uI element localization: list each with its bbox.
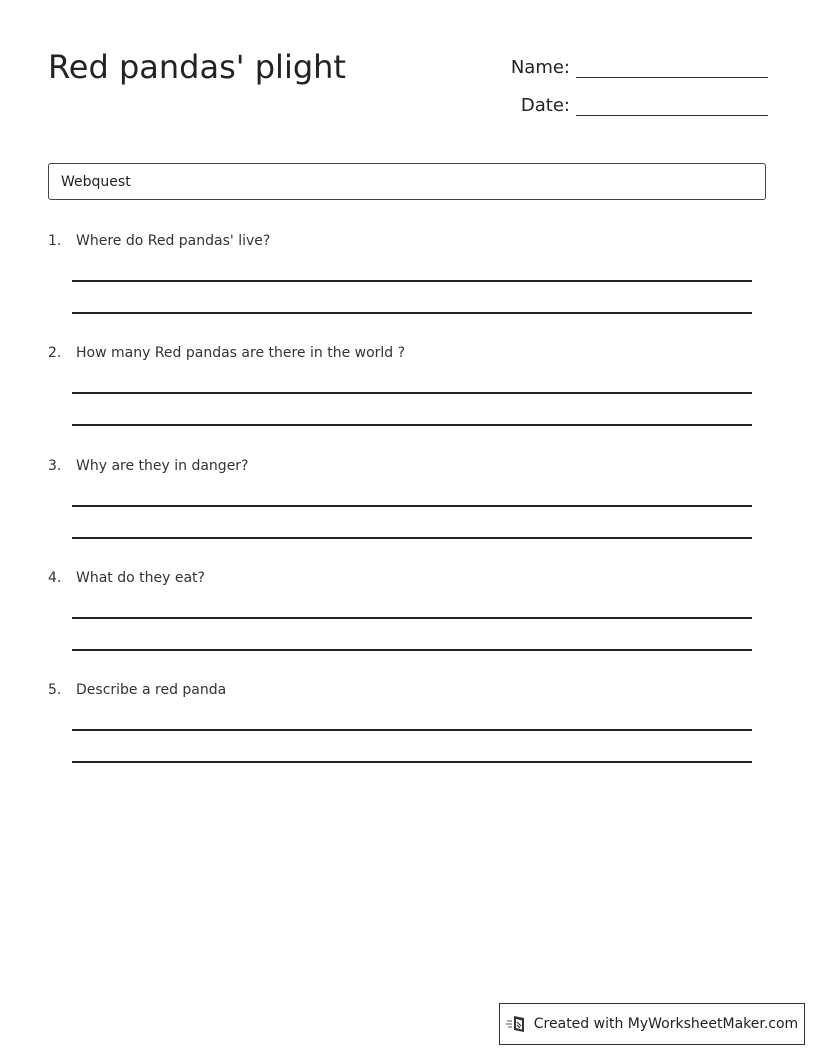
section-label: Webquest — [61, 173, 131, 190]
section-header — [48, 163, 766, 200]
date-label: Date: — [520, 95, 570, 116]
footer-text: Created with MyWorksheetMaker.com — [533, 1016, 799, 1032]
question-3 — [48, 457, 768, 475]
answer-line[interactable] — [72, 312, 752, 314]
answer-line[interactable] — [72, 280, 752, 282]
question-text: Where do Red pandas' live? — [76, 233, 271, 249]
question-number: 4. — [48, 570, 62, 586]
answer-line[interactable] — [72, 505, 752, 507]
question-text: Why are they in danger? — [76, 458, 249, 474]
question-5 — [48, 681, 768, 699]
date-input-line[interactable] — [576, 114, 768, 116]
answer-line[interactable] — [72, 537, 752, 539]
question-text: How many Red pandas are there in the world ? — [76, 345, 406, 361]
answer-line[interactable] — [72, 392, 752, 394]
question-number: 2. — [48, 345, 62, 361]
question-4 — [48, 569, 768, 587]
question-text: Describe a red panda — [76, 682, 227, 698]
worksheet-maker-logo-icon — [506, 1014, 528, 1034]
name-label: Name: — [510, 57, 570, 78]
answer-line[interactable] — [72, 617, 752, 619]
page-title: Red pandas' plight — [48, 48, 346, 86]
question-2 — [48, 344, 768, 362]
question-number: 3. — [48, 458, 62, 474]
answer-line[interactable] — [72, 729, 752, 731]
answer-line[interactable] — [72, 649, 752, 651]
answer-line[interactable] — [72, 424, 752, 426]
date-field — [500, 86, 768, 116]
footer-credit[interactable] — [499, 1003, 805, 1045]
question-number: 5. — [48, 682, 62, 698]
name-input-line[interactable] — [576, 76, 768, 78]
question-1 — [48, 232, 768, 250]
name-field — [500, 48, 768, 78]
question-text: What do they eat? — [76, 570, 205, 586]
question-number: 1. — [48, 233, 62, 249]
answer-line[interactable] — [72, 761, 752, 763]
